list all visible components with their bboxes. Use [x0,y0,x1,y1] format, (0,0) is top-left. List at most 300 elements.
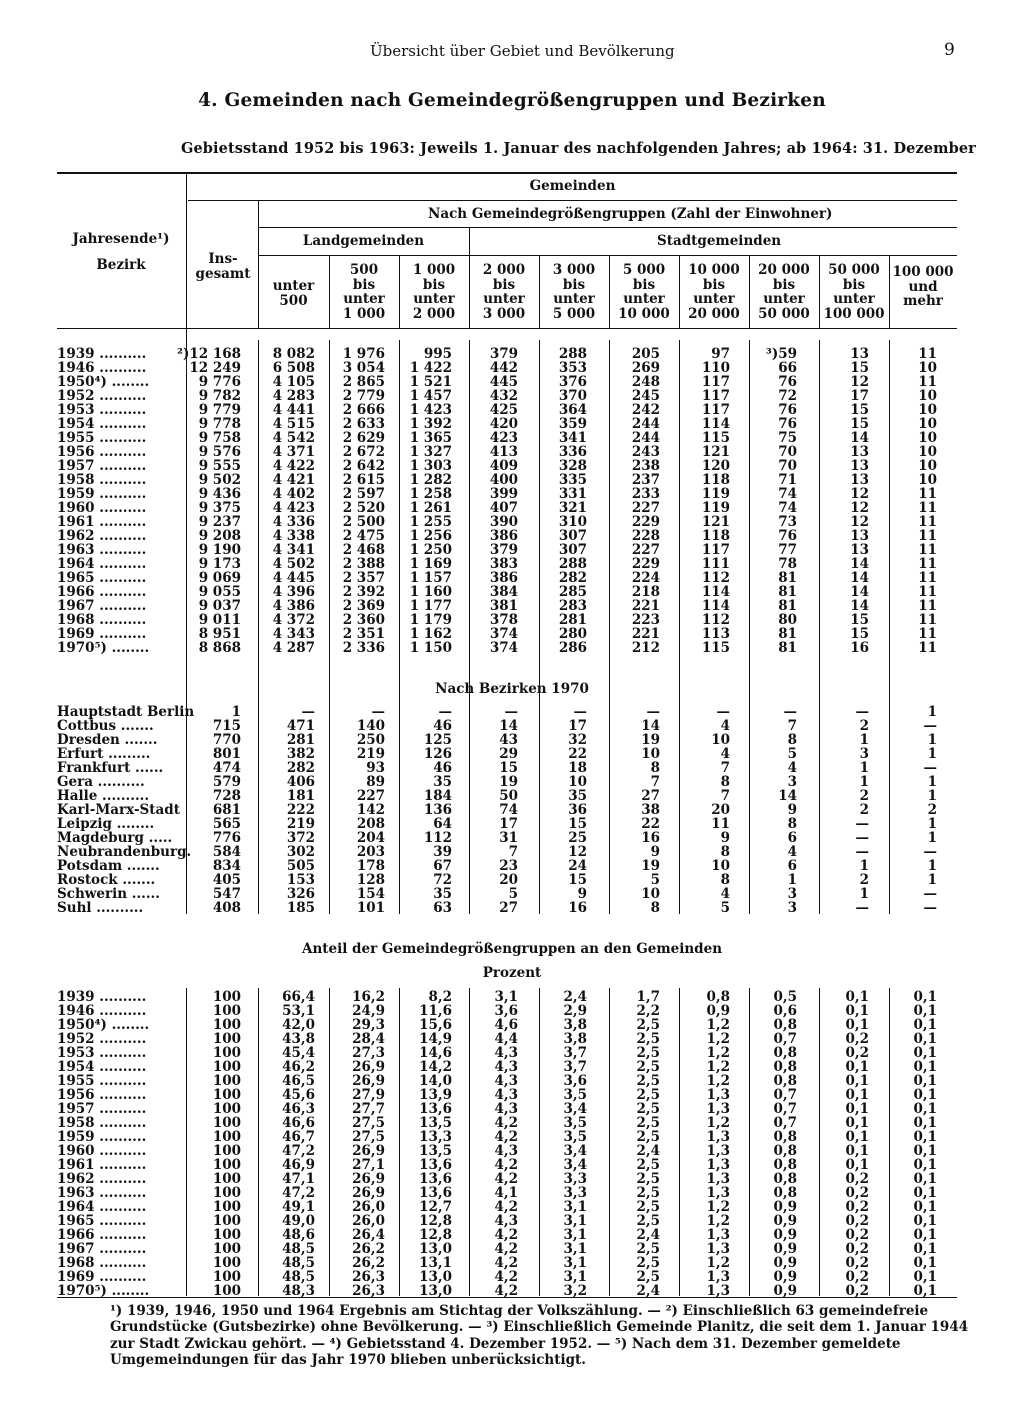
table-cell: 0,1 [913,1115,937,1131]
table-cell: 0,2 [845,1213,869,1229]
table-cell: 0,8 [773,1073,797,1089]
table-cell: 0,9 [773,1241,797,1257]
table-cell: 3,6 [494,1003,518,1019]
table-row [0,627,1024,641]
table-cell: 1 [927,746,937,762]
row-label: 1955 .......... [57,430,147,446]
column-header [329,263,399,321]
table-cell: 22 [641,816,660,832]
table-cell: 0,8 [773,1045,797,1061]
insgesamt-header [188,252,258,281]
table-cell: 1 [231,704,241,720]
header-line: unter [483,291,525,308]
table-cell: 331 [558,486,587,502]
row-label: 1959 .......... [57,1129,147,1145]
table-row [0,775,1024,789]
table-cell: 26,9 [352,1059,385,1075]
table-cell: 4,2 [494,1241,518,1257]
table-cell: 7 [508,844,518,860]
table-cell: 26,3 [352,1283,385,1299]
table-cell: 46 [433,718,452,734]
row-label: 1959 .......... [57,486,147,502]
table-cell: 4 [720,886,730,902]
table-cell: 9 055 [198,584,241,600]
table-cell: 0,7 [773,1101,797,1117]
table-cell: 5 [508,886,518,902]
table-cell: — [923,760,937,776]
table-cell: 1 250 [409,542,452,558]
table-cell: 26,2 [352,1241,385,1257]
table-cell: 24 [568,858,587,874]
table-row [0,817,1024,831]
table-cell: 285 [558,584,587,600]
table-cell: 1 [927,788,937,804]
table-cell: 3,2 [563,1283,587,1299]
row-label: Frankfurt ...... [57,760,164,776]
table-cell: 9 237 [198,514,241,530]
table-cell: 10 [918,388,937,404]
years-table [0,347,1024,655]
table-cell: 4 422 [272,458,315,474]
table-cell: 114 [701,584,730,600]
table-cell: 0,1 [913,1045,937,1061]
row-label: 1950⁴) ........ [57,374,150,390]
table-cell: 370 [558,388,587,404]
header-line: 2 000 [482,262,526,278]
header-line: 500 [349,262,379,278]
table-cell: 335 [558,472,587,488]
table-cell: 4,3 [494,1213,518,1229]
table-cell: 218 [631,584,660,600]
table-cell: 22 [568,746,587,762]
table-cell: — [716,704,730,720]
table-cell: 136 [423,802,452,818]
table-cell: 14 [641,718,660,734]
table-cell: — [573,704,587,720]
row-label: 1954 .......... [57,1059,147,1075]
table-cell: 100 [212,1101,241,1117]
table-cell: 10 [918,458,937,474]
table-cell: 3,1 [563,1227,587,1243]
table-cell: 3,3 [563,1185,587,1201]
table-cell: 222 [286,802,315,818]
header-line: bis [772,276,796,293]
table-cell: 9 037 [198,598,241,614]
table-cell: 233 [631,486,660,502]
table-cell: 2 672 [342,444,385,460]
table-cell: 1 [859,774,869,790]
table-cell: 0,1 [913,1059,937,1075]
header-line: unter [833,291,875,308]
table-cell: 2,5 [636,1129,660,1145]
table-cell: 286 [558,640,587,656]
row-label: 1952 .......... [57,388,147,404]
table-cell: 0,1 [913,1157,937,1173]
table-cell: 8 082 [272,346,315,362]
table-cell: 0,1 [845,1059,869,1075]
table-cell: 9 782 [198,388,241,404]
table-cell: 0,1 [845,989,869,1005]
table-cell: 121 [701,514,730,530]
table-cell: 14 [850,584,869,600]
table-cell: 1,3 [706,1129,730,1145]
table-cell: 4,2 [494,1269,518,1285]
table-cell: 2,5 [636,1115,660,1131]
table-row [0,990,1024,1004]
table-cell: 1 177 [409,598,452,614]
table-cell: 117 [701,542,730,558]
table-cell: 2,5 [636,1087,660,1103]
landgemeinden-header: Landgemeinden [302,233,425,249]
table-cell: 9 779 [198,402,241,418]
table-cell: 9 576 [198,444,241,460]
table-cell: 2 633 [342,416,385,432]
table-cell: 114 [701,598,730,614]
row-label: 1968 .......... [57,612,147,628]
header-line: 500 [279,292,308,309]
table-cell: 11 [918,626,937,642]
header-line: bis [842,276,866,293]
table-cell: 14 [778,788,797,804]
table-cell: 282 [286,760,315,776]
table-cell: 15,6 [419,1017,452,1033]
table-cell: 505 [286,858,315,874]
table-cell: 78 [778,556,797,572]
table-row [0,747,1024,761]
table-cell: 17 [499,816,518,832]
table-cell: 423 [489,430,518,446]
table-cell: 0,2 [845,1283,869,1299]
table-cell: 13 [850,458,869,474]
table-cell: 408 [212,900,241,916]
table-cell: 10 [918,444,937,460]
table-cell: 0,1 [913,1143,937,1159]
table-row [0,1256,1024,1270]
table-row [0,487,1024,501]
table-cell: 17 [568,718,587,734]
table-cell: 2,4 [636,1143,660,1159]
table-cell: 425 [489,402,518,418]
row-label: 1969 .......... [57,1269,147,1285]
table-cell: 117 [701,402,730,418]
header-line: bis [632,276,656,293]
header-line: 3 000 [552,262,596,278]
row-label: Schwerin ...... [57,886,160,902]
table-cell: 47,1 [282,1171,315,1187]
table-cell: 1 [927,872,937,888]
table-row [0,431,1024,445]
table-row [0,1284,1024,1298]
table-cell: 1 [787,872,797,888]
table-cell: 14 [850,556,869,572]
table-cell: 4 338 [272,528,315,544]
table-bottom-rule [57,1297,957,1298]
table-cell: 45,6 [282,1087,315,1103]
column-header [679,263,749,321]
table-cell: 0,9 [773,1213,797,1229]
table-row [0,571,1024,585]
table-cell: 1 [859,886,869,902]
table-cell: 2,5 [636,1045,660,1061]
table-row [0,403,1024,417]
table-cell: 53,1 [282,1003,315,1019]
row-label: 1967 .......... [57,1241,147,1257]
header-line: und [908,278,938,295]
table-cell: 46,5 [282,1073,315,1089]
table-cell: 374 [489,626,518,642]
table-cell: — [923,844,937,860]
row-label: 1950⁴) ........ [57,1017,150,1033]
table-cell: 2,4 [636,1283,660,1299]
table-cell: 3 [787,886,797,902]
table-row [0,375,1024,389]
table-cell: — [855,844,869,860]
table-cell: 0,1 [913,1017,937,1033]
table-cell: 0,8 [706,989,730,1005]
table-cell: 1,3 [706,1283,730,1299]
row-label: 1960 .......... [57,1143,147,1159]
table-cell: 0,2 [845,1171,869,1187]
table-row [0,1060,1024,1074]
table-cell: 15 [850,402,869,418]
table-cell: 5 [650,872,660,888]
table-cell: 3,1 [563,1199,587,1215]
table-cell: 74 [499,802,518,818]
table-cell: 4,2 [494,1171,518,1187]
table-cell: 2 336 [342,640,385,656]
table-cell: 4,2 [494,1115,518,1131]
table-cell: 383 [489,556,518,572]
table-cell: 7 [787,718,797,734]
table-cell: 4 542 [272,430,315,446]
table-cell: 0,1 [913,1241,937,1257]
table-cell: 1 [859,858,869,874]
table-cell: 288 [558,346,587,362]
row-label: 1952 .......... [57,1031,147,1047]
table-row [0,347,1024,361]
table-cell: 119 [701,500,730,516]
table-cell: 400 [489,472,518,488]
table-cell: 28,4 [352,1031,385,1047]
table-cell: 2 500 [342,514,385,530]
header-line: bis [562,276,586,293]
table-cell: 16 [568,900,587,916]
table-cell: 15 [850,626,869,642]
table-cell: 1 392 [409,416,452,432]
table-cell: 27,7 [352,1101,385,1117]
table-cell: 48,5 [282,1255,315,1271]
anteil-section-heading: Anteil der Gemeindegrößengruppen an den Gemeinden [301,941,723,957]
table-row [0,1004,1024,1018]
table-cell: 4 [720,746,730,762]
table-cell: 4,3 [494,1101,518,1117]
table-cell: 0,1 [913,1171,937,1187]
table-cell: 14,2 [419,1059,452,1075]
table-cell: 2 642 [342,458,385,474]
table-cell: 10 [641,746,660,762]
table-cell: 1 976 [342,346,385,362]
row-label: Suhl .......... [57,900,144,916]
row-label: Hauptstadt Berlin [57,704,195,720]
table-cell: 0,8 [773,1185,797,1201]
table-cell: 13,5 [419,1143,452,1159]
table-cell: 38 [641,802,660,818]
table-cell: 224 [631,570,660,586]
table-cell: 11 [918,598,937,614]
table-cell: 2,5 [636,1255,660,1271]
table-cell: 0,1 [845,1073,869,1089]
table-cell: 341 [558,430,587,446]
row-label: 1961 .......... [57,1157,147,1173]
table-cell: 1,2 [706,1255,730,1271]
header-line: 20 000 [758,262,810,278]
table-cell: 100 [212,1017,241,1033]
table-cell: 8,2 [428,989,452,1005]
table-cell: 2 [859,802,869,818]
row-label: Neubrandenburg. [57,844,192,860]
table-cell: 1 [927,704,937,720]
table-cell: 386 [489,570,518,586]
row-label: Magdeburg ..... [57,830,173,846]
table-cell: 70 [778,458,797,474]
table-cell: 4 515 [272,416,315,432]
table-cell: 3,1 [563,1213,587,1229]
table-cell: 3,7 [563,1045,587,1061]
row-label: 1939 .......... [57,989,147,1005]
row-label: 1953 .......... [57,402,147,418]
table-cell: 242 [631,402,660,418]
bezirke-table [0,705,1024,915]
table-cell: 20 [499,872,518,888]
table-cell: 420 [489,416,518,432]
table-cell: 0,1 [845,1003,869,1019]
table-cell: 100 [212,1213,241,1229]
header-line: 20 000 [688,305,740,322]
table-cell: 100 [212,1073,241,1089]
table-cell: 114 [701,416,730,432]
table-cell: 2,5 [636,1199,660,1215]
column-header [258,279,329,308]
table-cell: 3 [787,900,797,916]
table-cell: 471 [286,718,315,734]
row-label: 1962 .......... [57,1171,147,1187]
row-label: Dresden ....... [57,732,158,748]
table-cell: 204 [356,830,385,846]
table-cell: 46,9 [282,1157,315,1173]
table-cell: 0,9 [773,1269,797,1285]
table-cell: 2,5 [636,1241,660,1257]
table-cell: 0,8 [773,1017,797,1033]
table-cell: 100 [212,1129,241,1145]
table-cell: 12 249 [189,360,241,376]
header-line: unter [553,291,595,308]
table-cell: 46,2 [282,1059,315,1075]
table-row [0,719,1024,733]
table-cell: — [438,704,452,720]
table-cell: 11 [918,346,937,362]
header-line: bis [492,276,516,293]
table-row [0,1270,1024,1284]
header-bottom-rule [57,328,957,329]
table-cell: 13 [850,542,869,558]
table-cell: 16,2 [352,989,385,1005]
table-cell: 4 336 [272,514,315,530]
table-cell: 2 360 [342,612,385,628]
row-label: 1958 .......... [57,472,147,488]
table-cell: 1 [859,760,869,776]
table-cell: 13 [850,472,869,488]
table-cell: 2,2 [636,1003,660,1019]
table-cell: 474 [212,760,241,776]
table-cell: 0,8 [773,1143,797,1159]
table-row [0,1200,1024,1214]
table-cell: 442 [489,360,518,376]
column-header [469,263,539,321]
table-cell: 0,2 [845,1269,869,1285]
row-label: 1968 .......... [57,1255,147,1271]
table-cell: 2,5 [636,1017,660,1033]
table-cell: 117 [701,388,730,404]
table-row [0,901,1024,915]
table-cell: 11 [918,486,937,502]
table-cell: 13,0 [419,1269,452,1285]
table-cell: 1,2 [706,1213,730,1229]
table-subtitle: Gebietsstand 1952 bis 1963: Jeweils 1. Januar des nachfolgenden Jahres; ab 1964: 31. Dezember [181,140,976,157]
table-cell: 35 [433,774,452,790]
table-cell: 2,4 [563,989,587,1005]
header-line: 5 000 [552,305,596,322]
table-cell: 0,2 [845,1241,869,1257]
table-cell: 43 [499,732,518,748]
table-cell: 1,2 [706,1199,730,1215]
table-cell: 2 520 [342,500,385,516]
row-label: 1965 .......... [57,570,147,586]
table-cell: 8 [720,872,730,888]
table-cell: 10 [918,416,937,432]
table-cell: 547 [212,886,241,902]
table-cell: 49,0 [282,1213,315,1229]
table-cell: 0,1 [913,1003,937,1019]
table-cell: 2 468 [342,542,385,558]
table-cell: 1 457 [409,388,452,404]
header-line: 3 000 [482,305,526,322]
table-cell: 72 [778,388,797,404]
table-cell: 770 [212,732,241,748]
table-cell: 1 179 [409,612,452,628]
table-title: 4. Gemeinden nach Gemeindegrößengruppen und Bezirken [198,90,826,111]
table-row [0,761,1024,775]
table-cell: 19 [641,732,660,748]
table-row [0,1074,1024,1088]
table-cell: — [301,704,315,720]
table-cell: 15 [499,760,518,776]
table-cell: 26,3 [352,1269,385,1285]
table-cell: 81 [778,584,797,600]
table-cell: 120 [701,458,730,474]
table-row [0,1046,1024,1060]
table-cell: 64 [433,816,452,832]
table-cell: 2 [859,718,869,734]
table-cell: 321 [558,500,587,516]
table-cell: 364 [558,402,587,418]
table-cell: 11 [918,584,937,600]
row-label: 1961 .......... [57,514,147,530]
table-cell: 9 [720,830,730,846]
table-cell: 1 160 [409,584,452,600]
table-cell: 4,4 [494,1031,518,1047]
page-number: 9 [944,40,955,60]
table-cell: 4,3 [494,1143,518,1159]
